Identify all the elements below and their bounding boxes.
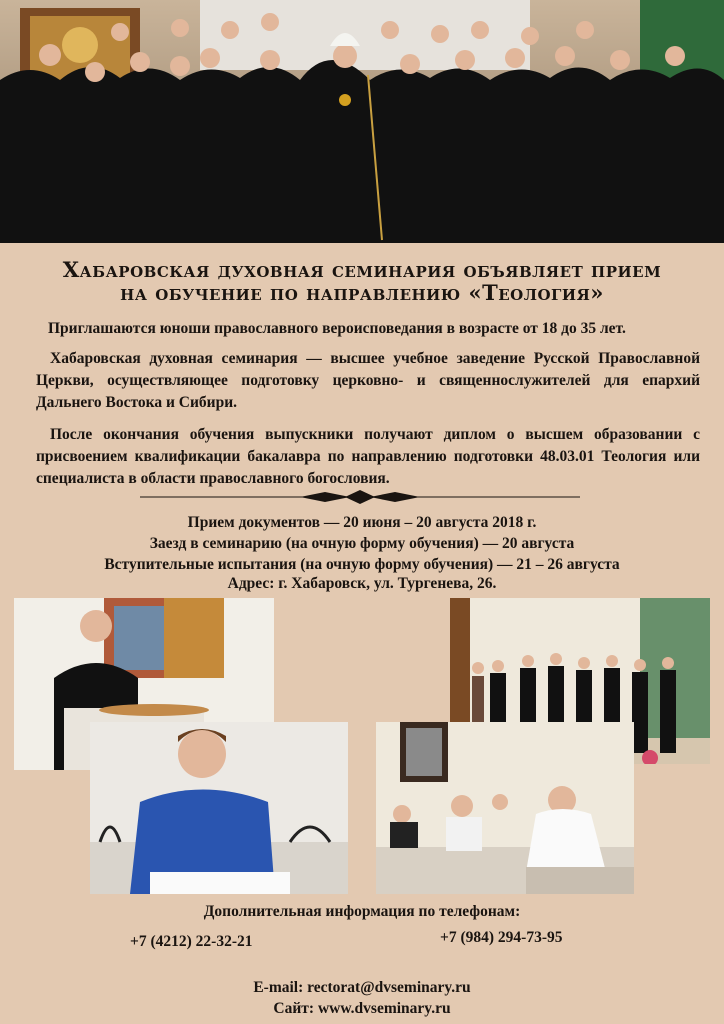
- intro-text: Приглашаются юноши православного вероисповедания в возрасте от 18 до 35 лет.: [48, 320, 626, 337]
- paragraph-about: Хабаровская духовная семинария — высшее учебное заведение Русской Православной Церкви, осуществляющее подготовку церковно- и священнослужителей для епархий Дальнего Востока и Сибири.: [36, 350, 700, 411]
- ornament-divider: [140, 490, 580, 504]
- phone-number-2[interactable]: +7 (984) 294-73-95: [440, 929, 563, 946]
- headline-line-1: Хабаровская духовная семинария объявляет прием: [62, 257, 662, 282]
- phone-number-1[interactable]: +7 (4212) 22-32-21: [130, 933, 253, 950]
- schedule-exams: Вступительные испытания (на очную форму обучения) — 21 – 26 августа: [104, 556, 620, 573]
- schedule-documents: Прием документов — 20 июня – 20 августа 2018 г.: [187, 514, 537, 531]
- headline-line-2: на обучение по направлению «Теология»: [120, 280, 604, 305]
- contact-heading: Дополнительная информация по телефонам:: [203, 903, 521, 920]
- schedule-arrival: Заезд в семинарию (на очную форму обучения) — 20 августа: [149, 535, 575, 552]
- paragraph-graduation: После окончания обучения выпускники получают диплом о высшем образовании с присвоением квалификации бакалавра по направлению подготовки 48.03.01 Теология или специалиста в области православного богословия.: [36, 426, 700, 487]
- address: Адрес: г. Хабаровск, ул. Тургенева, 26.: [227, 575, 497, 592]
- student-writing-photo: [90, 722, 348, 894]
- email-contact[interactable]: E-mail: rectorat@dvseminary.ru: [253, 979, 471, 996]
- website-link[interactable]: Сайт: www.dvseminary.ru: [273, 1000, 451, 1017]
- exam-room-photo: [376, 722, 634, 894]
- group-photo: [0, 0, 724, 243]
